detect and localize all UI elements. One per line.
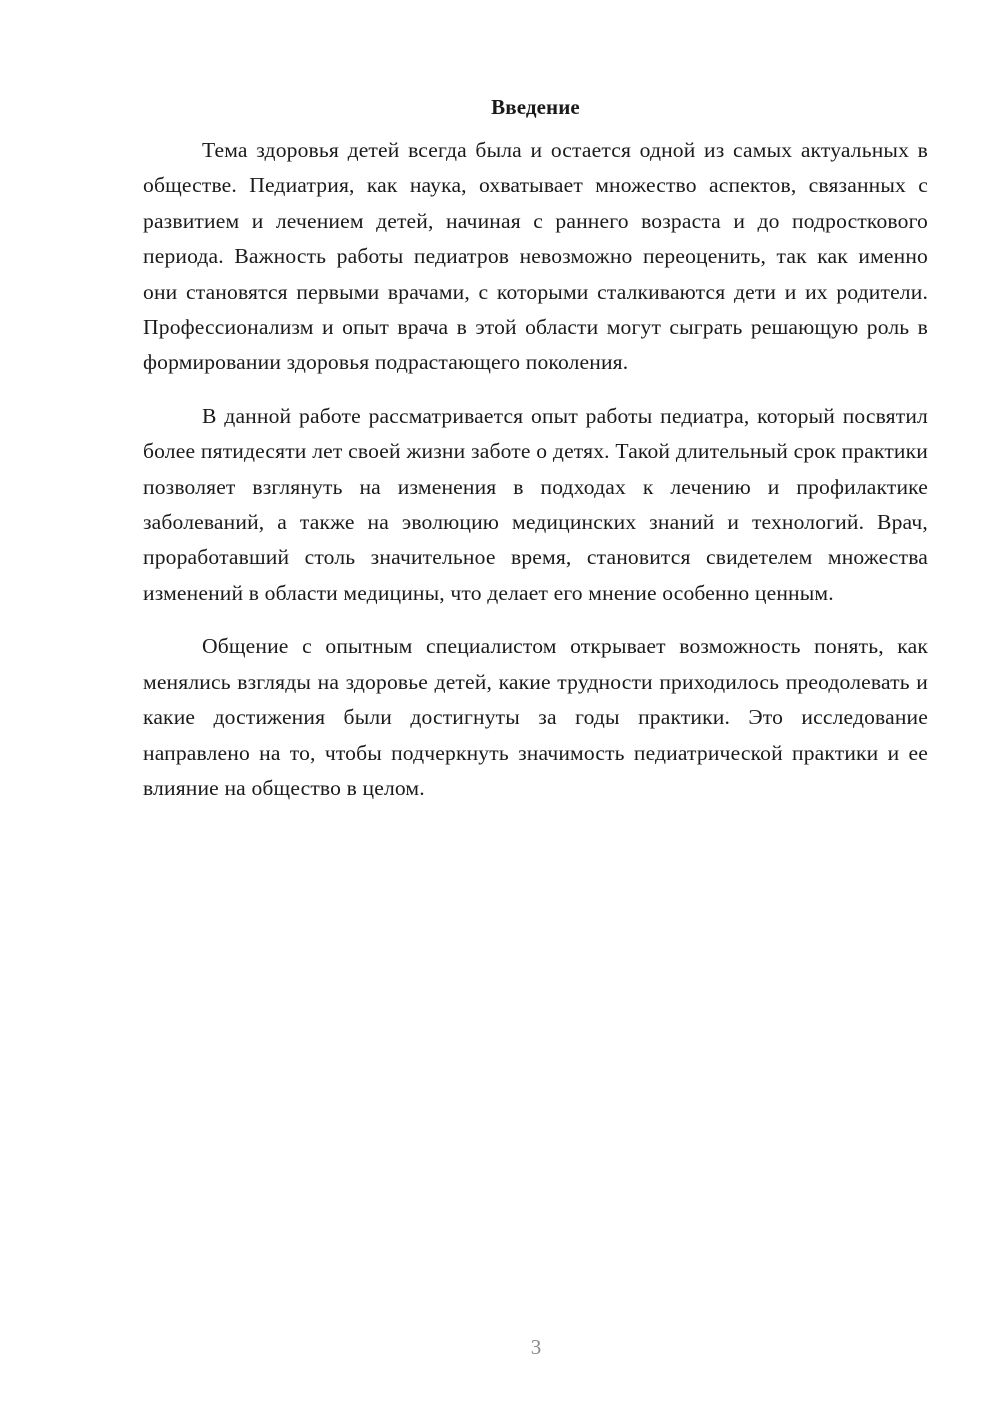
paragraph-3: Общение с опытным специалистом открывает возможность понять, как менялись взгляды на здоровье детей, какие трудности приходилось преодолевать и какие достижения были достигнуты за годы практики. Это исследование направлено на то, чтобы подчеркнуть значимость педиатрической практики и ее влияние на общество в целом. [143,634,928,800]
paragraph-1: Тема здоровья детей всегда была и остается одной из самых актуальных в обществе. Педиатрия, как наука, охватывает множество аспектов, связанных с развитием и лечением детей, начиная с раннего возраста и до подросткового периода. Важность работы педиатров невозможно переоценить, так как именно они становятся первыми врачами, с которыми сталкиваются дети и их родители. Профессионализм и опыт врача в этой области могут сыграть решающую роль в формировании здоровья подрастающего поколения. [143,138,928,375]
document-page [143,93,928,824]
page-number: 3 [530,1335,542,1359]
paragraph-2: В данной работе рассматривается опыт работы педиатра, который посвятил более пятидесяти лет своей жизни заботе о детях. Такой длительный срок практики позволяет взглянуть на изменения в подходах к лечению и профилактике заболеваний, а также на эволюцию медицинских знаний и технологий. Врач, проработавший столь значительное время, становится свидетелем множества изменений в области медицины, что делает его мнение особенно ценным. [143,403,928,605]
section-heading: Введение [491,95,580,119]
